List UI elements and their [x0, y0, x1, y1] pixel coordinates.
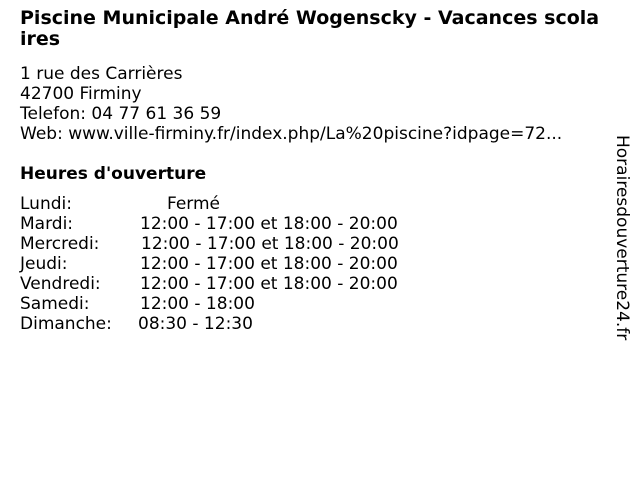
- hours-heading: Heures d'ouverture: [20, 164, 207, 184]
- day-label: Mercredi:: [20, 234, 100, 254]
- address-block: [20, 64, 562, 144]
- time-value: 08:30 - 12:30: [138, 314, 253, 334]
- time-value: 12:00 - 17:00 et 18:00 - 20:00: [140, 214, 398, 234]
- day-label: Mardi:: [20, 214, 74, 234]
- day-label: Jeudi:: [20, 254, 68, 274]
- site-watermark: Horairesdouverture24.fr: [612, 135, 632, 341]
- day-label: Dimanche:: [20, 314, 112, 334]
- time-value: 12:00 - 18:00: [140, 294, 255, 314]
- day-label: Lundi:: [20, 194, 72, 214]
- time-value: 12:00 - 17:00 et 18:00 - 20:00: [140, 274, 398, 294]
- time-value: 12:00 - 17:00 et 18:00 - 20:00: [141, 234, 399, 254]
- city-postcode: 42700 Firminy: [20, 84, 142, 104]
- street-address: 1 rue des Carrières: [20, 64, 183, 84]
- page-title: Piscine Municipale André Wogenscky - Vacances scolaires: [20, 7, 600, 50]
- time-value: Fermé: [167, 194, 221, 214]
- day-label: Vendredi:: [20, 274, 101, 294]
- time-value: 12:00 - 17:00 et 18:00 - 20:00: [140, 254, 398, 274]
- phone-number: Telefon: 04 77 61 36 59: [20, 104, 222, 124]
- day-label: Samedi:: [20, 294, 90, 314]
- website-link[interactable]: Web: www.ville-firminy.fr/index.php/La%20piscine?idpage=72...: [20, 124, 563, 144]
